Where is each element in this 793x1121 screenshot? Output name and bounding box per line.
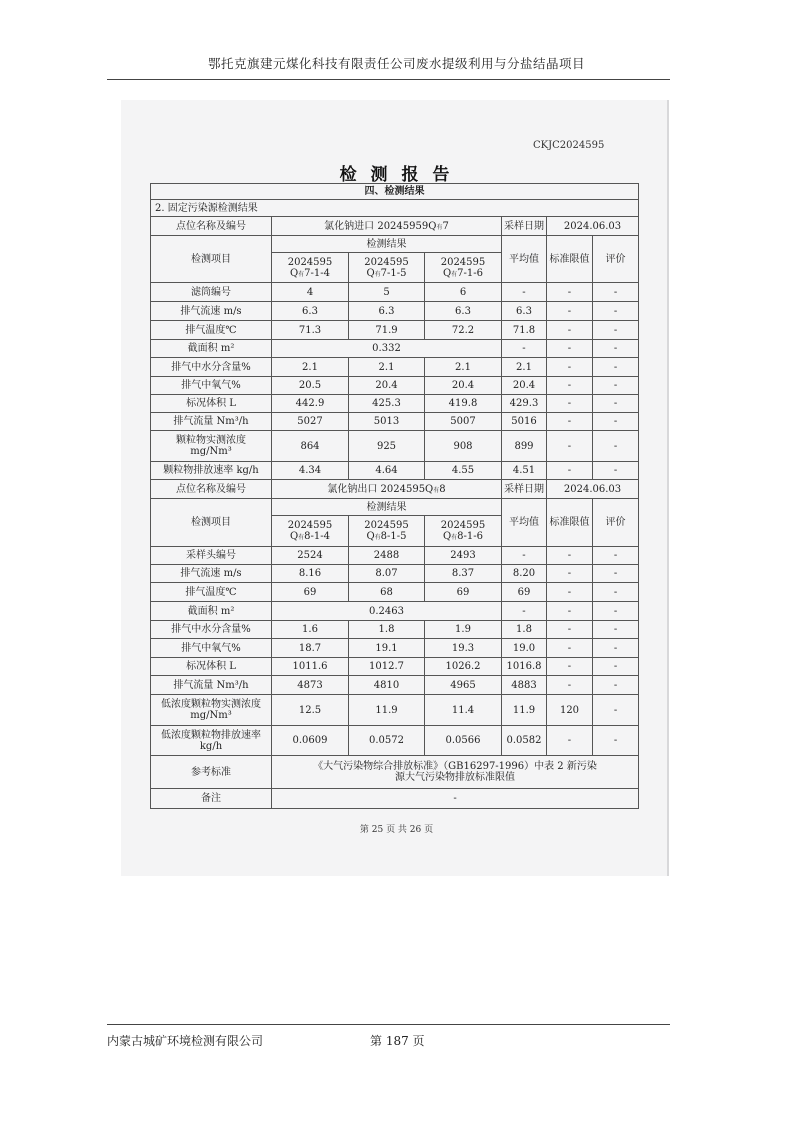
item-label: 检测项目	[151, 499, 272, 547]
footer-page-number: 第 187 页	[370, 1034, 425, 1048]
subsection-title: 2. 固定污染源检测结果	[151, 200, 639, 217]
item-name	[151, 462, 272, 480]
value-1: 1011.6	[272, 658, 349, 676]
value-1: 4.34	[272, 462, 349, 480]
evaluation: -	[593, 431, 639, 462]
item-name-text: 排气温度℃	[185, 586, 237, 598]
reference-label: 参考标准	[151, 756, 272, 789]
item-name-text: 排气流量 Nm³/h	[173, 679, 249, 691]
item-name-text: 采样头编号	[186, 550, 236, 561]
standard-limit: -	[547, 583, 593, 602]
standard-limit: -	[547, 726, 593, 756]
reference-line-1: 《大气污染物综合排放标准》（GB16297-1996）中表 2 新污染	[313, 761, 597, 772]
value-2: 8.07	[349, 565, 425, 583]
standard-limit: -	[547, 602, 593, 621]
average-value: -	[502, 283, 547, 302]
point-name-cell	[272, 217, 502, 236]
table-row	[151, 695, 639, 726]
item-label: 检测项目	[151, 236, 272, 283]
average-value: 5016	[502, 413, 547, 431]
item-name-unit: mg/Nm³	[190, 710, 232, 721]
item-name	[151, 726, 272, 756]
sample-q: Q	[442, 267, 452, 279]
sample-date-value: 2024.06.03	[547, 217, 639, 236]
average-value: 429.3	[502, 395, 547, 413]
value-1: 6.3	[272, 302, 349, 321]
table-row	[151, 358, 639, 377]
value-1: 8.16	[272, 565, 349, 583]
point-name: 氯化钠进口 20245959Q	[324, 220, 437, 232]
table-row	[151, 431, 639, 462]
evaluation: -	[593, 695, 639, 726]
table-row	[151, 676, 639, 695]
value-1: 20.5	[272, 377, 349, 395]
value-2: 6.3	[349, 302, 425, 321]
sample-q: Q	[289, 531, 299, 542]
evaluation: -	[593, 583, 639, 602]
average-value: 19.0	[502, 639, 547, 658]
eval-label: 评价	[593, 236, 639, 283]
point-name-suffix: 7	[442, 220, 449, 232]
value-1: 0.0609	[272, 726, 349, 756]
standard-limit: -	[547, 377, 593, 395]
table-row	[151, 583, 639, 602]
evaluation: -	[593, 283, 639, 302]
sample-date-label: 采样日期	[502, 217, 547, 236]
table-row	[151, 658, 639, 676]
value-2: 5	[349, 283, 425, 302]
value-1: 5027	[272, 413, 349, 431]
item-name-unit: kg/h	[199, 740, 223, 752]
item-name	[151, 639, 272, 658]
evaluation: -	[593, 413, 639, 431]
value-3: 419.8	[425, 395, 502, 413]
sample-suffix: 7-1-6	[457, 267, 484, 279]
point-name-sub: 有	[433, 486, 440, 494]
item-name	[151, 602, 272, 621]
sample-id	[349, 253, 425, 283]
standard-limit: -	[547, 321, 593, 340]
value-2: 68	[349, 583, 425, 602]
table-row	[151, 217, 639, 236]
value-3: 2.1	[425, 358, 502, 377]
item-name-text: 颗粒物实测浓度	[176, 435, 246, 446]
average-value: 1016.8	[502, 658, 547, 676]
item-name-text: 颗粒物排放速率 kg/h	[163, 465, 259, 476]
header-rule	[107, 79, 670, 80]
sample-number: 2024595	[364, 256, 409, 268]
standard-limit: -	[547, 431, 593, 462]
report-title: 检 测 报 告	[339, 165, 454, 185]
average-value: 8.20	[502, 565, 547, 583]
sample-number: 2024595	[440, 520, 486, 531]
value-3: 4965	[425, 676, 502, 695]
sample-id	[272, 253, 349, 283]
average-value: 4883	[502, 676, 547, 695]
table-row	[151, 480, 639, 499]
average-value: 2.1	[502, 358, 547, 377]
point-name-sub: 有	[436, 223, 443, 231]
item-name	[151, 377, 272, 395]
evaluation: -	[593, 302, 639, 321]
sample-sub: 有	[298, 270, 305, 278]
table-row	[151, 639, 639, 658]
value-3: 72.2	[425, 321, 502, 340]
value-3: 19.3	[425, 639, 502, 658]
evaluation: -	[593, 462, 639, 480]
item-name	[151, 283, 272, 302]
item-name-text: 标况体积 L	[186, 661, 236, 672]
sample-code	[274, 531, 346, 542]
value-2: 5013	[349, 413, 425, 431]
evaluation: -	[593, 658, 639, 676]
standard-limit: -	[547, 658, 593, 676]
average-value: 4.51	[502, 462, 547, 480]
average-value: -	[502, 602, 547, 621]
item-name	[151, 358, 272, 377]
sample-number: 2024595	[440, 256, 486, 268]
value-2: 925	[349, 431, 425, 462]
sample-code	[427, 268, 499, 279]
sample-code	[351, 531, 422, 542]
remark-label: 备注	[151, 789, 272, 809]
item-name-text: 标况体积 L	[186, 398, 236, 409]
value-1: 2.1	[272, 358, 349, 377]
std-label: 标准限值	[547, 236, 593, 283]
table-row	[151, 756, 639, 789]
evaluation: -	[593, 621, 639, 639]
item-name-text: 排气温度℃	[185, 324, 237, 336]
value-2: 425.3	[349, 395, 425, 413]
sample-suffix: 8-1-6	[457, 531, 484, 542]
table-row	[151, 413, 639, 431]
item-name	[151, 302, 272, 321]
table-row	[151, 602, 639, 621]
value-1: 4873	[272, 676, 349, 695]
average-value: 69	[502, 583, 547, 602]
value-3: 908	[425, 431, 502, 462]
average-value: -	[502, 340, 547, 358]
item-name	[151, 676, 272, 695]
item-name-text: 截面积 m²	[187, 343, 235, 354]
item-name-text: 低浓度颗粒物实测浓度	[161, 699, 261, 710]
value-2: 11.9	[349, 695, 425, 726]
sample-q: Q	[366, 531, 375, 542]
sample-sub: 有	[451, 534, 458, 541]
value-2: 1012.7	[349, 658, 425, 676]
item-name-unit: mg/Nm³	[190, 446, 232, 457]
standard-limit: -	[547, 413, 593, 431]
item-name	[151, 547, 272, 565]
point-label: 点位名称及编号	[151, 217, 272, 236]
item-name	[151, 321, 272, 340]
value-1: 2524	[272, 547, 349, 565]
table-row	[151, 499, 639, 516]
sample-sub: 有	[451, 270, 458, 278]
table-row	[151, 462, 639, 480]
standard-limit: -	[547, 676, 593, 695]
sample-code	[351, 268, 422, 279]
value-3: 11.4	[425, 695, 502, 726]
value-2: 2488	[349, 547, 425, 565]
footer-company: 内蒙古城矿环境检测有限公司	[107, 1034, 264, 1048]
standard-limit: 120	[547, 695, 593, 726]
table-row	[151, 377, 639, 395]
standard-limit: -	[547, 302, 593, 321]
evaluation: -	[593, 321, 639, 340]
value-2: 4810	[349, 676, 425, 695]
remark-value: -	[272, 789, 639, 809]
merged-value: 0.332	[272, 340, 502, 358]
value-1: 442.9	[272, 395, 349, 413]
standard-limit: -	[547, 621, 593, 639]
sample-code	[427, 531, 499, 542]
value-1: 69	[272, 583, 349, 602]
value-3: 4.55	[425, 462, 502, 480]
evaluation: -	[593, 358, 639, 377]
merged-value: 0.2463	[272, 602, 502, 621]
value-3: 1026.2	[425, 658, 502, 676]
sample-q: Q	[366, 267, 375, 279]
average-value: 1.8	[502, 621, 547, 639]
avg-label: 平均值	[502, 236, 547, 283]
sample-sub: 有	[298, 534, 305, 541]
item-name-text: 排气中水分含量%	[171, 624, 251, 635]
item-name	[151, 413, 272, 431]
value-3: 6.3	[425, 302, 502, 321]
standard-limit: -	[547, 395, 593, 413]
item-name-text: 低浓度颗粒物排放速率	[161, 729, 261, 741]
table-row	[151, 321, 639, 340]
item-name-text: 排气中氧气%	[181, 642, 241, 654]
item-name	[151, 340, 272, 358]
sample-suffix: 7-1-4	[304, 267, 331, 279]
point-label: 点位名称及编号	[151, 480, 272, 499]
value-2: 2.1	[349, 358, 425, 377]
table-row	[151, 283, 639, 302]
evaluation: -	[593, 726, 639, 756]
value-1: 1.6	[272, 621, 349, 639]
footer-rule	[107, 1024, 670, 1025]
value-1: 12.5	[272, 695, 349, 726]
eval-label: 评价	[593, 499, 639, 547]
standard-limit: -	[547, 565, 593, 583]
value-3: 5007	[425, 413, 502, 431]
sample-sub: 有	[374, 270, 381, 278]
value-3: 69	[425, 583, 502, 602]
sample-suffix: 8-1-4	[304, 531, 331, 542]
evaluation: -	[593, 377, 639, 395]
average-value: 899	[502, 431, 547, 462]
sample-q: Q	[442, 531, 452, 542]
sample-code	[274, 268, 346, 279]
evaluation: -	[593, 395, 639, 413]
item-name	[151, 621, 272, 639]
scan-edge	[667, 100, 669, 876]
sample-q: Q	[289, 267, 299, 279]
section-title: 四、检测结果	[151, 184, 639, 200]
standard-limit: -	[547, 547, 593, 565]
table-row	[151, 789, 639, 809]
table-row	[151, 565, 639, 583]
average-value: 71.8	[502, 321, 547, 340]
value-1: 18.7	[272, 639, 349, 658]
standard-limit: -	[547, 283, 593, 302]
sample-id	[425, 516, 502, 547]
sample-date-label: 采样日期	[502, 480, 547, 499]
average-value: 0.0582	[502, 726, 547, 756]
table-row	[151, 621, 639, 639]
table-row	[151, 302, 639, 321]
sample-id	[425, 253, 502, 283]
item-name-text: 排气流速 m/s	[180, 305, 242, 317]
value-2: 0.0572	[349, 726, 425, 756]
value-3: 20.4	[425, 377, 502, 395]
item-name-text: 滤筒编号	[191, 286, 231, 298]
value-2: 19.1	[349, 639, 425, 658]
table-row	[151, 340, 639, 358]
table-row	[151, 236, 639, 253]
sample-date-value: 2024.06.03	[547, 480, 639, 499]
avg-label: 平均值	[502, 499, 547, 547]
reference-line-2: 源大气污染物排放标准限值	[395, 772, 516, 783]
table-row	[151, 726, 639, 756]
report-page-number: 第 25 页 共 26 页	[359, 825, 434, 835]
value-3: 8.37	[425, 565, 502, 583]
item-name	[151, 583, 272, 602]
value-2: 1.8	[349, 621, 425, 639]
std-label: 标准限值	[547, 499, 593, 547]
standard-limit: -	[547, 358, 593, 377]
item-name	[151, 565, 272, 583]
value-2: 71.9	[349, 321, 425, 340]
item-name	[151, 658, 272, 676]
value-2: 4.64	[349, 462, 425, 480]
value-1: 4	[272, 283, 349, 302]
item-name-text: 排气流量 Nm³/h	[173, 416, 249, 427]
value-3: 0.0566	[425, 726, 502, 756]
item-name-text: 排气中水分含量%	[171, 361, 251, 373]
sample-suffix: 8-1-5	[380, 531, 407, 542]
average-value: -	[502, 547, 547, 565]
point-name: 氯化钠出口 2024595Q	[327, 483, 434, 495]
item-name-text: 截面积 m²	[187, 605, 235, 617]
item-name-text: 排气流速 m/s	[180, 568, 242, 579]
evaluation: -	[593, 565, 639, 583]
results-table	[150, 183, 639, 809]
standard-limit: -	[547, 462, 593, 480]
evaluation: -	[593, 639, 639, 658]
results-label: 检测结果	[272, 499, 502, 516]
sample-suffix: 7-1-5	[380, 267, 407, 279]
report-code: CKJC2024595	[533, 140, 605, 151]
evaluation: -	[593, 340, 639, 358]
table-row	[151, 547, 639, 565]
results-label: 检测结果	[272, 236, 502, 253]
table-row	[151, 395, 639, 413]
reference-text	[272, 756, 639, 789]
item-name-text: 排气中氧气%	[181, 380, 241, 391]
item-name	[151, 395, 272, 413]
sample-sub: 有	[374, 534, 381, 541]
value-1: 864	[272, 431, 349, 462]
point-name-cell	[272, 480, 502, 499]
standard-limit: -	[547, 639, 593, 658]
value-3: 1.9	[425, 621, 502, 639]
evaluation: -	[593, 602, 639, 621]
standard-limit: -	[547, 340, 593, 358]
value-3: 6	[425, 283, 502, 302]
document-header-title: 鄂托克旗建元煤化科技有限责任公司废水提级利用与分盐结晶项目	[207, 56, 585, 71]
value-3: 2493	[425, 547, 502, 565]
average-value: 6.3	[502, 302, 547, 321]
sample-id	[349, 516, 425, 547]
sample-number: 2024595	[287, 256, 333, 268]
evaluation: -	[593, 676, 639, 695]
evaluation: -	[593, 547, 639, 565]
item-name	[151, 431, 272, 462]
item-name	[151, 695, 272, 726]
average-value: 20.4	[502, 377, 547, 395]
sample-id	[272, 516, 349, 547]
value-2: 20.4	[349, 377, 425, 395]
value-1: 71.3	[272, 321, 349, 340]
sample-number: 2024595	[287, 520, 333, 531]
point-name-suffix: 8	[439, 483, 446, 495]
average-value: 11.9	[502, 695, 547, 726]
sample-number: 2024595	[364, 520, 409, 531]
